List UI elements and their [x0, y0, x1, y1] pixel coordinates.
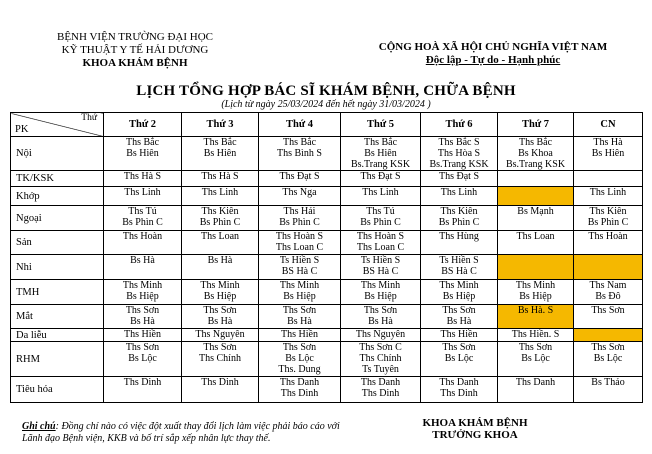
- doctor-name: Ths Hoàn: [122, 231, 163, 242]
- doctor-name: BS Hà C: [362, 266, 399, 277]
- hospital-name-line1: BỆNH VIỆN TRƯỜNG ĐẠI HỌC: [56, 31, 213, 43]
- table-row: [11, 255, 643, 280]
- doctor-name: Ths Loan: [200, 231, 240, 242]
- schedule-cell: [341, 342, 421, 377]
- clinic-name: Ngoại: [11, 206, 104, 231]
- schedule-cell: [421, 377, 498, 403]
- doctor-name: Ths Hiền: [124, 329, 161, 340]
- doctor-name: Ths Linh: [440, 187, 478, 198]
- doctor-name: Ts Tuyên: [362, 364, 399, 375]
- doctor-name: Ths Sơn: [203, 342, 237, 353]
- doctor-name: Bs Thảo: [591, 377, 625, 388]
- doctor-name: Ths Kiên: [589, 206, 627, 217]
- doctor-name: Bs Hà. S: [517, 305, 554, 316]
- doctor-name: Ths Loan C: [356, 242, 405, 253]
- schedule-cell: [104, 329, 182, 342]
- doctor-name: Ths Minh: [200, 280, 240, 291]
- doctor-name: Ths Sơn: [442, 342, 476, 353]
- schedule-cell: [421, 171, 498, 187]
- doctor-name: Ths Linh: [362, 187, 399, 198]
- table-row: [11, 342, 643, 377]
- doctor-name: Ts Hiền S: [439, 255, 479, 266]
- doctor-name: Ths Dinh: [440, 388, 478, 399]
- doctor-name: Bs Lộc: [128, 353, 157, 364]
- schedule-cell: [182, 137, 259, 171]
- schedule-cell: [498, 342, 574, 377]
- schedule-cell: [341, 329, 421, 342]
- doctor-name: Ths Minh: [515, 280, 556, 291]
- doctor-name: Ths Dinh: [123, 377, 162, 388]
- doctor-name: Ths Linh: [201, 187, 239, 198]
- clinic-name: Nội: [11, 137, 104, 171]
- schedule-cell: [259, 342, 341, 377]
- doctor-name: Bs Phìn C: [279, 217, 320, 228]
- doctor-name: Bs Lộc: [593, 353, 623, 364]
- doctor-name: Ths Kiên: [440, 206, 478, 217]
- doctor-name: Bs Lộc: [444, 353, 474, 364]
- schedule-cell: [104, 137, 182, 171]
- table-row: [11, 206, 643, 231]
- doctor-name: Bs Phìn C: [199, 217, 241, 228]
- doctor-name: Ts Hiền S: [360, 255, 401, 266]
- doctor-name: Bs Hiệp: [283, 291, 316, 302]
- doctor-name: Bs Hiệp: [126, 291, 159, 302]
- doctor-name: Ths Sơn C: [359, 342, 402, 353]
- doctor-name: Ths Hùng: [439, 231, 479, 242]
- doctor-name: Bs Mạnh: [517, 206, 554, 217]
- schedule-cell: [421, 206, 498, 231]
- schedule-cell: [421, 305, 498, 329]
- schedule-cell: [574, 137, 643, 171]
- schedule-cell: [421, 280, 498, 305]
- day-header: CN: [574, 113, 643, 137]
- table-row: [11, 137, 643, 171]
- doctor-name: Ths Hà S: [201, 171, 239, 182]
- schedule-cell: [104, 377, 182, 403]
- doctor-name: Bs Hiên: [126, 148, 159, 159]
- schedule-cell: [574, 329, 643, 342]
- clinic-name: Nhi: [11, 255, 104, 280]
- national-motto: Độc lập - Tự do - Hạnh phúc: [425, 54, 561, 66]
- schedule-cell: [421, 187, 498, 206]
- schedule-cell: [104, 206, 182, 231]
- doctor-name: Ths Sơn: [442, 305, 476, 316]
- department-name: KHOA KHÁM BỆNH: [82, 57, 188, 69]
- schedule-cell: [341, 171, 421, 187]
- schedule-cell: [498, 231, 574, 255]
- table-header-row: [11, 113, 643, 137]
- schedule-cell: [421, 137, 498, 171]
- doctor-name: Bs Lộc: [521, 353, 550, 364]
- hospital-name-line2: KỸ THUẬT Y TẾ HẢI DƯƠNG: [61, 44, 209, 56]
- schedule-cell: [104, 171, 182, 187]
- table-row: [11, 231, 643, 255]
- doctor-name: Bs Hà: [446, 316, 472, 327]
- schedule-cell: [574, 171, 643, 187]
- country-name: CỘNG HOÀ XÃ HỘI CHỦ NGHĨA VIỆT NAM: [378, 41, 608, 53]
- schedule-cell: [341, 305, 421, 329]
- doctor-name: Ths Minh: [360, 280, 401, 291]
- table-row: [11, 187, 643, 206]
- doctor-name: Ths Bắc: [363, 137, 398, 148]
- date-range: (Lịch từ ngày 25/03/2024 đến hết ngày 31/03/2024 ): [221, 99, 431, 110]
- doctor-name: Ths Dinh: [361, 388, 400, 399]
- schedule-cell: [341, 255, 421, 280]
- doctor-name: Ths Sơn: [363, 305, 398, 316]
- schedule-cell: [574, 206, 643, 231]
- doctor-name: Ths Kiên: [201, 206, 239, 217]
- schedule-cell: [182, 342, 259, 377]
- doctor-name: Ths Minh: [279, 280, 320, 291]
- day-header: Thứ 3: [182, 113, 259, 137]
- doctor-name: Ths Bắc: [203, 137, 237, 148]
- doctor-name: Bs Hà: [130, 316, 155, 327]
- schedule-cell: [341, 231, 421, 255]
- doctor-name: Bs Hiệp: [442, 291, 476, 302]
- schedule-cell: [498, 280, 574, 305]
- doctor-name: Ths Loan: [516, 231, 555, 242]
- schedule-cell: [259, 280, 341, 305]
- schedule-cell: [104, 231, 182, 255]
- footnote-label: Ghi chú: [22, 421, 56, 432]
- schedule-cell: [574, 305, 643, 329]
- day-header: Thứ 6: [421, 113, 498, 137]
- doctor-name: Ths Chính: [199, 353, 241, 364]
- doctor-name: Ths Hiền: [281, 329, 318, 340]
- doctor-name: Bs Hiệp: [364, 291, 397, 302]
- clinic-name: Sản: [11, 231, 104, 255]
- doctor-name: Bs.Trang KSK: [350, 159, 411, 170]
- doctor-name: Ths Danh: [439, 377, 479, 388]
- doctor-name: Bs.Trang KSK: [505, 159, 566, 170]
- schedule-cell: [341, 187, 421, 206]
- table-row: [11, 171, 643, 187]
- doctor-name: Ths Hoàn: [588, 231, 628, 242]
- table-row: [11, 280, 643, 305]
- schedule-cell: [421, 329, 498, 342]
- signature-title: TRƯỞNG KHOA: [432, 429, 518, 441]
- schedule-cell: [259, 377, 341, 403]
- signature-block: [400, 417, 550, 441]
- doctor-name: Ths Hà S: [123, 171, 162, 182]
- doctor-name: Bs Phìn C: [122, 217, 163, 228]
- doctor-name: Ths Loan C: [275, 242, 324, 253]
- doctor-name: Ths Sơn: [125, 305, 160, 316]
- doctor-name: Ths Bắc: [518, 137, 553, 148]
- schedule-cell: [104, 342, 182, 377]
- schedule-cell: [574, 255, 643, 280]
- doctor-name: Ths Đạt S: [360, 171, 401, 182]
- schedule-cell: [498, 137, 574, 171]
- schedule-cell: [259, 255, 341, 280]
- signature-department: KHOA KHÁM BỆNH: [422, 417, 528, 429]
- doctor-name: Bs Phìn C: [587, 217, 629, 228]
- doctor-name: Ths Sơn: [282, 305, 317, 316]
- schedule-cell: [259, 137, 341, 171]
- schedule-cell: [341, 137, 421, 171]
- doctor-name: Ths Sơn: [591, 342, 625, 353]
- doctor-name: Bs Hiên: [364, 148, 397, 159]
- doctor-name: Bs Hiệp: [203, 291, 237, 302]
- doctor-name: Ths Hoàn S: [275, 231, 324, 242]
- schedule-cell: [259, 305, 341, 329]
- doctor-name: Ths Chính: [359, 353, 402, 364]
- schedule-cell: [182, 280, 259, 305]
- footnote-text: : Đồng chí nào có việc đột xuất thay đổi lịch làm việc phải báo cáo với Lãnh đạo Bệnh viện, KKB và bố trí sắp xếp nhân lực thay thế.: [22, 421, 340, 444]
- doctor-name: BS Hà C: [441, 266, 477, 277]
- day-header: Thứ 5: [341, 113, 421, 137]
- day-header: Thứ 7: [498, 113, 574, 137]
- doctor-name: Ths Nam: [589, 280, 627, 291]
- clinic-name: TK/KSK: [11, 171, 104, 187]
- table-row: [11, 305, 643, 329]
- schedule-cell: [182, 305, 259, 329]
- schedule-cell: [498, 206, 574, 231]
- doctor-name: Ths Sơn: [282, 342, 317, 353]
- national-header: [348, 41, 638, 67]
- schedule-body: [11, 137, 643, 403]
- doctor-name: Bs Hà: [368, 316, 393, 327]
- doctor-name: Ths Minh: [439, 280, 479, 291]
- schedule-table: [10, 112, 643, 403]
- schedule-cell: [104, 280, 182, 305]
- schedule-cell: [259, 329, 341, 342]
- clinic-name: Da liễu: [11, 329, 104, 342]
- doctor-name: Bs Hiệp: [519, 291, 552, 302]
- doctor-name: Ths Hà: [593, 137, 623, 148]
- doctor-name: Bs Hà: [207, 316, 233, 327]
- doctor-name: Ths Tú: [128, 206, 157, 217]
- doctor-name: Ths Hiền. S: [511, 329, 560, 340]
- doctor-name: Ths Hiền: [440, 329, 478, 340]
- doctor-name: Bs.Trang KSK: [429, 159, 489, 170]
- schedule-cell: [341, 377, 421, 403]
- schedule-cell: [182, 231, 259, 255]
- doctor-name: Ths Đạt S: [439, 171, 479, 182]
- doctor-name: Ths Dinh: [280, 388, 319, 399]
- doctor-name: Ths. Dung: [278, 364, 321, 375]
- doctor-name: Bs Hiên: [591, 148, 625, 159]
- doctor-name: Ths Danh: [360, 377, 401, 388]
- clinic-name: Khớp: [11, 187, 104, 206]
- doctor-name: Bs Khoa: [518, 148, 553, 159]
- schedule-cell: [498, 329, 574, 342]
- schedule-cell: [259, 187, 341, 206]
- table-row: [11, 377, 643, 403]
- doctor-name: Bs Hiên: [203, 148, 237, 159]
- doctor-name: Ths Bắc: [125, 137, 160, 148]
- corner-day-label: Thứ: [81, 113, 97, 123]
- clinic-name: Mắt: [11, 305, 104, 329]
- corner-clinic-label: PK: [15, 124, 29, 135]
- doctor-name: Ths Minh: [122, 280, 163, 291]
- doctor-name: Ths Danh: [279, 377, 320, 388]
- schedule-cell: [259, 231, 341, 255]
- schedule-cell: [421, 342, 498, 377]
- doctor-name: Ths Bình S: [276, 148, 322, 159]
- schedule-cell: [574, 231, 643, 255]
- schedule-cell: [498, 171, 574, 187]
- doctor-name: Ths Nguyên: [195, 329, 245, 340]
- schedule-cell: [182, 206, 259, 231]
- doctor-name: Ths Hải: [283, 206, 316, 217]
- doctor-name: Ths Sơn: [518, 342, 553, 353]
- doctor-name: Ts Hiền S: [279, 255, 320, 266]
- schedule-cell: [574, 342, 643, 377]
- doctor-name: Ths Dinh: [201, 377, 239, 388]
- clinic-name: Tiêu hóa: [11, 377, 104, 403]
- doctor-name: Bs Hà: [287, 316, 312, 327]
- schedule-cell: [341, 206, 421, 231]
- doctor-name: Ths Hòa S: [437, 148, 481, 159]
- schedule-cell: [574, 377, 643, 403]
- schedule-cell: [421, 255, 498, 280]
- doctor-name: Ths Nga: [282, 187, 317, 198]
- schedule-cell: [341, 280, 421, 305]
- doctor-name: BS Hà C: [281, 266, 318, 277]
- schedule-cell: [104, 305, 182, 329]
- doctor-name: Ths Bắc S: [438, 137, 480, 148]
- schedule-cell: [259, 171, 341, 187]
- doctor-name: Ths Nguyên: [355, 329, 406, 340]
- doctor-name: Ths Sơn: [203, 305, 237, 316]
- schedule-cell: [104, 187, 182, 206]
- schedule-cell: [574, 187, 643, 206]
- schedule-cell: [498, 187, 574, 206]
- schedule-cell: [104, 255, 182, 280]
- schedule-cell: [574, 280, 643, 305]
- schedule-cell: [182, 329, 259, 342]
- clinic-name: TMH: [11, 280, 104, 305]
- schedule-cell: [421, 231, 498, 255]
- schedule-cell: [498, 255, 574, 280]
- footnote: [22, 421, 342, 445]
- schedule-cell: [182, 171, 259, 187]
- doctor-name: Ths Đạt S: [279, 171, 320, 182]
- doctor-name: Ths Linh: [589, 187, 627, 198]
- doctor-name: Bs Hà: [207, 255, 233, 266]
- doctor-name: Ths Tú: [366, 206, 395, 217]
- doctor-name: Ths Linh: [124, 187, 161, 198]
- doctor-name: Bs Phìn C: [360, 217, 401, 228]
- schedule-cell: [182, 255, 259, 280]
- day-header: Thứ 4: [259, 113, 341, 137]
- doctor-name: Ths Hoàn S: [356, 231, 405, 242]
- doctor-name: Ths Bắc: [282, 137, 317, 148]
- day-header: Thứ 2: [104, 113, 182, 137]
- doctor-name: Ths Sơn: [591, 305, 625, 316]
- document-title: LỊCH TỔNG HỢP BÁC SĨ KHÁM BỆNH, CHỮA BỆNH: [136, 83, 516, 99]
- doctor-name: Bs Hà: [130, 255, 155, 266]
- doctor-name: Bs Lộc: [285, 353, 314, 364]
- table-row: [11, 329, 643, 342]
- clinic-name: RHM: [11, 342, 104, 377]
- corner-cell: [11, 113, 104, 137]
- doctor-name: Bs Phìn C: [438, 217, 480, 228]
- schedule-cell: [498, 377, 574, 403]
- doctor-name: Ths Danh: [515, 377, 556, 388]
- schedule-cell: [259, 206, 341, 231]
- schedule-cell: [182, 187, 259, 206]
- hospital-header: [30, 31, 240, 70]
- doctor-name: Bs Đô: [595, 291, 621, 302]
- schedule-cell: [182, 377, 259, 403]
- schedule-cell: [498, 305, 574, 329]
- doctor-name: Ths Sơn: [125, 342, 160, 353]
